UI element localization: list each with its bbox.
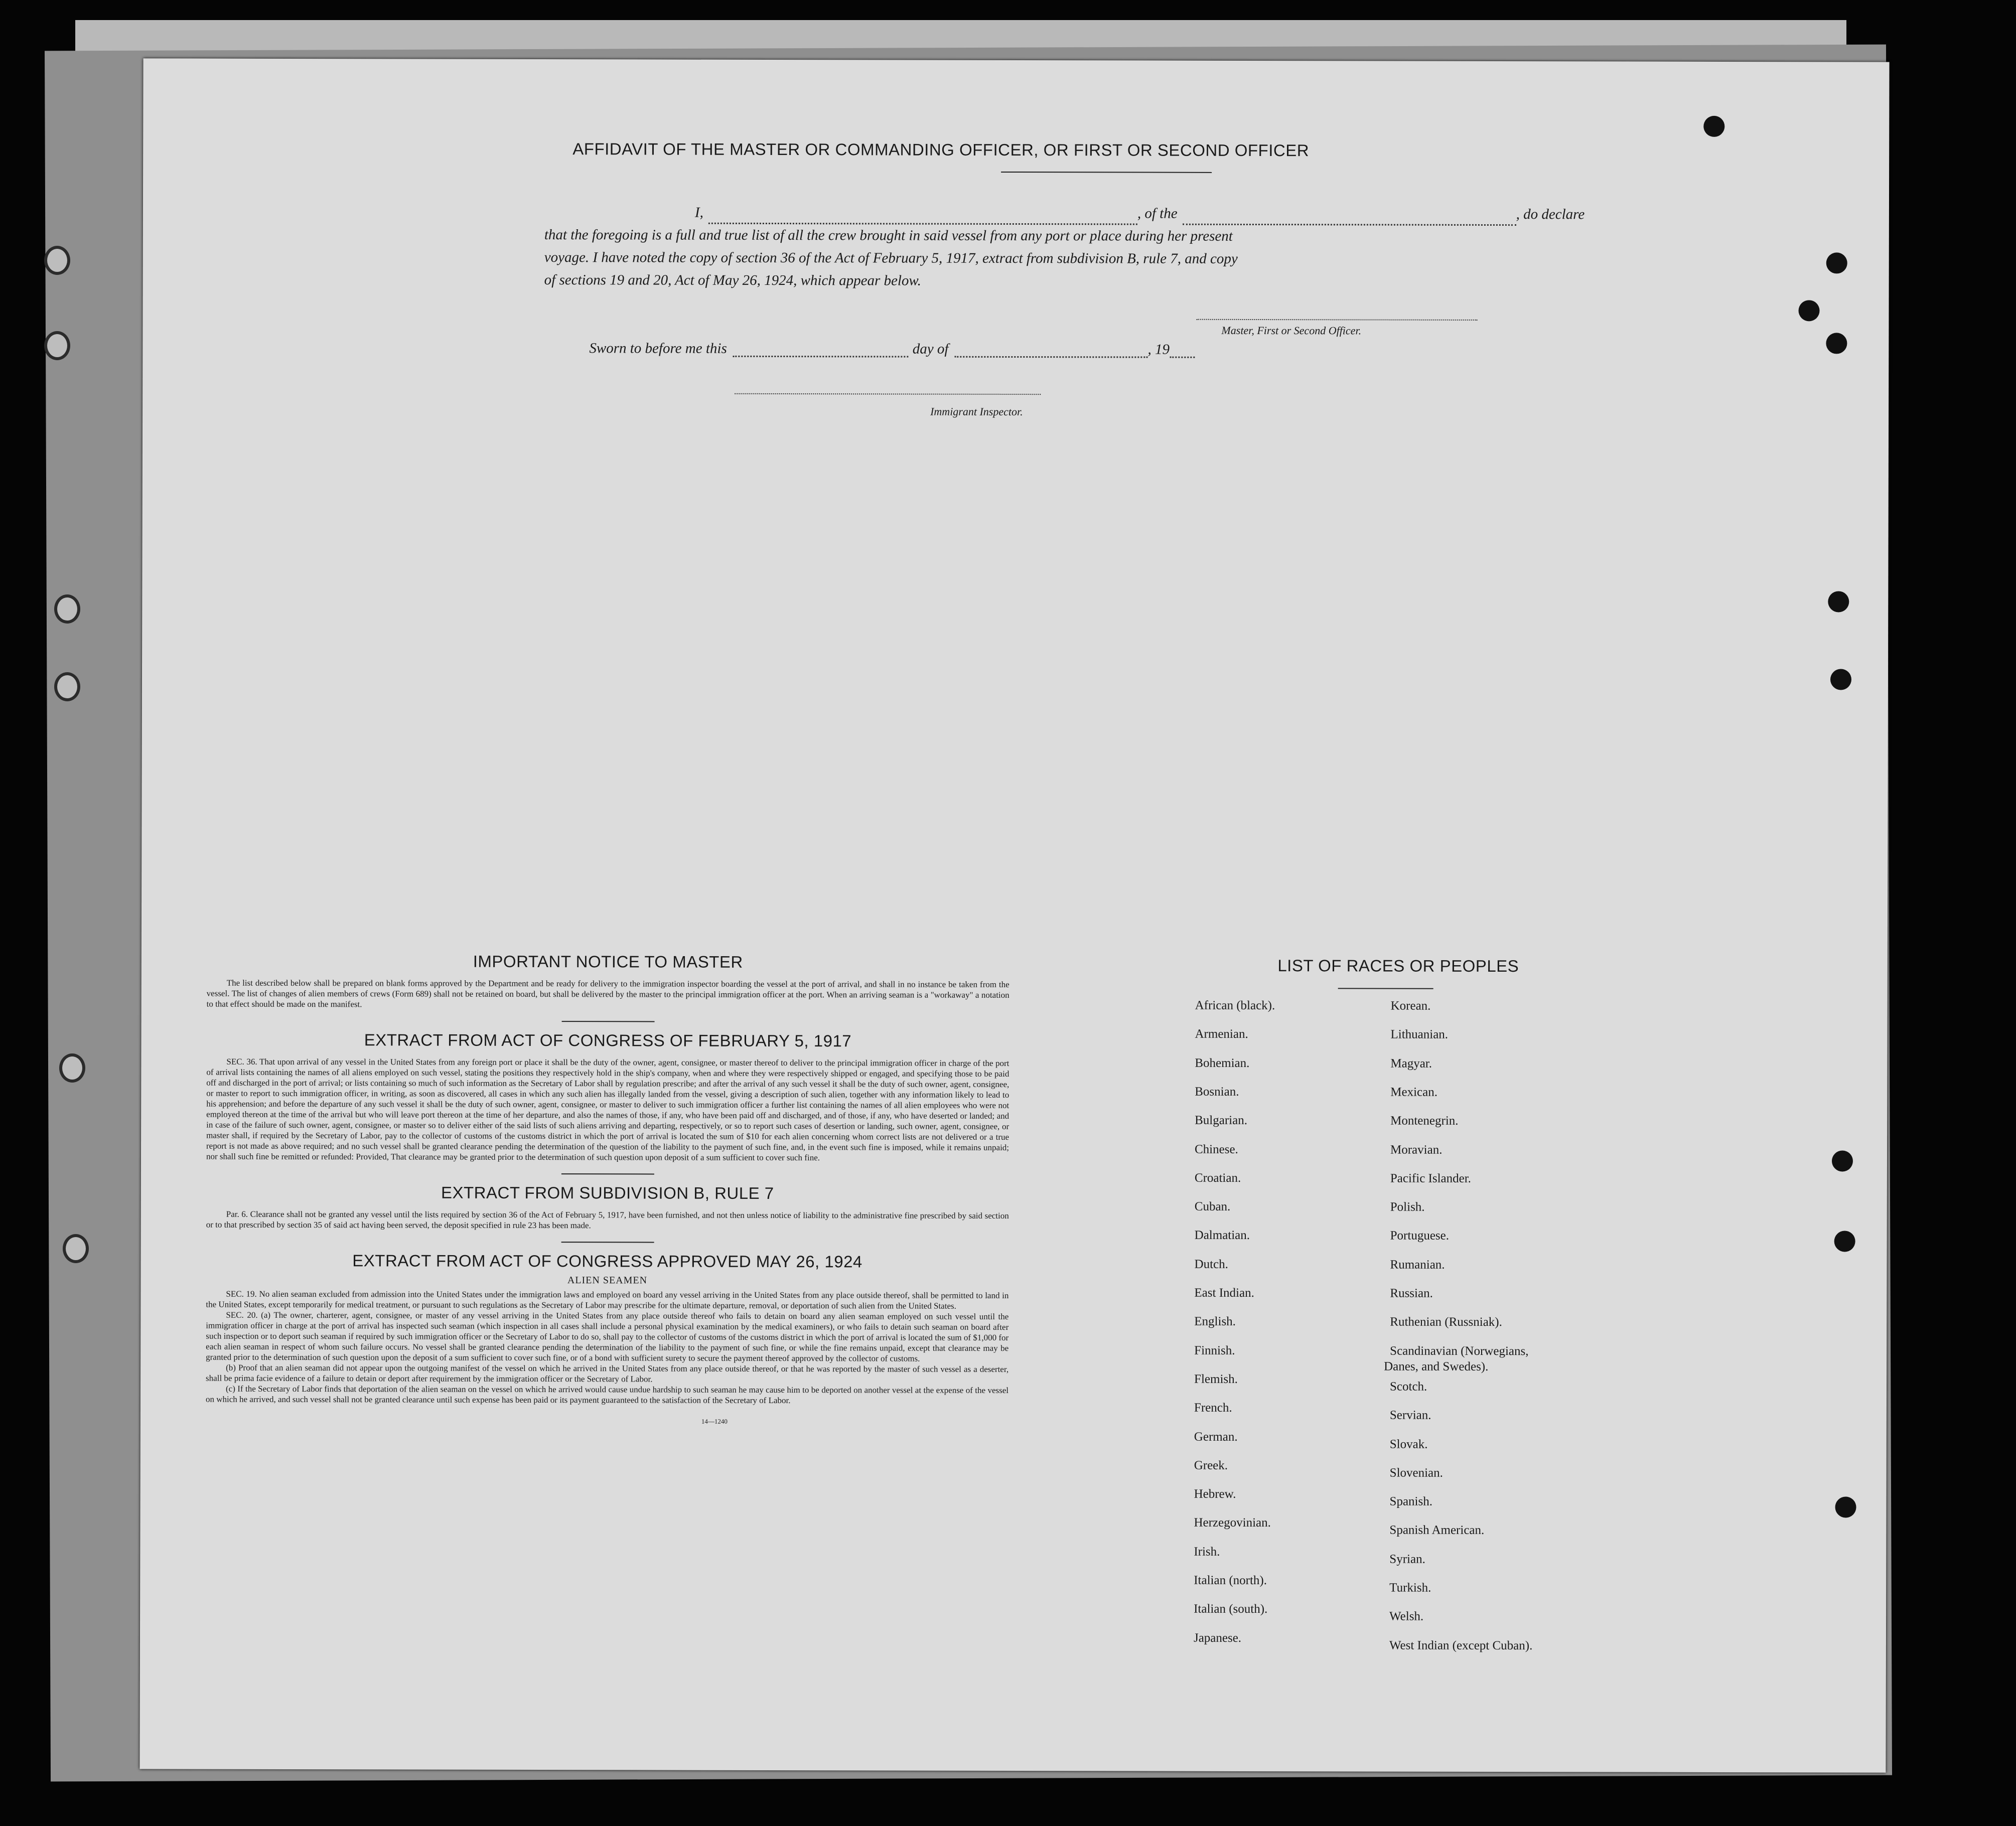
legal-notices [206, 952, 1010, 1426]
binder-ring [54, 672, 80, 701]
binder-ring [54, 594, 80, 624]
sec19-body: SEC. 19. No alien seaman excluded from admission into the United States under the immigration laws and employed on board any vessel arriving in the United States from any place outside thereof, shall be permitted to land in the United States, except temporarily for medical treatment, or pursuant to such regulations as the Secretary of Labor may prescribe for the ultimate departure, removal, or deportation of such alien from the United States. [206, 1289, 1009, 1311]
race-item: French. [1194, 1401, 1232, 1415]
race-item: English. [1194, 1315, 1236, 1329]
punch-hole [1826, 333, 1847, 354]
punch-hole [1834, 1231, 1855, 1252]
divider [561, 1242, 654, 1243]
race-item: Flemish. [1194, 1372, 1238, 1386]
form-number: 14—1240 [701, 1417, 728, 1425]
divider [561, 1021, 654, 1022]
notice-title: IMPORTANT NOTICE TO MASTER [473, 952, 743, 971]
race-item: Syrian. [1389, 1552, 1425, 1566]
binder-ring [59, 1053, 85, 1083]
year-label: , 19 [1147, 341, 1170, 358]
race-item: Hebrew. [1194, 1487, 1236, 1501]
notice-body: The list described below shall be prepared on blank forms approved by the Department and be ready for delivery to the immigration inspector boarding the vessel at the port of arrival, and shall in no instance be taken from the vessel. The list of changes of alien members of crews (Form 689) shall not be retained on board, but shall be delivered by the master to the principal immigration officer at the port. When an arriving seaman is a "workaway" a notation to that effect should be made on the manifest. [206, 978, 1010, 1009]
punch-hole [1826, 252, 1847, 273]
inspector-signature-label: Immigrant Inspector. [930, 405, 1023, 418]
sworn-label: Sworn to before me this [589, 340, 727, 357]
race-item: Polish. [1390, 1200, 1425, 1214]
binder-ring [44, 246, 70, 275]
race-item: Portuguese. [1390, 1229, 1450, 1243]
affidavit-title: AFFIDAVIT OF THE MASTER OR COMMANDING OFFICER, OR FIRST OR SECOND OFFICER [572, 139, 1310, 160]
binder-ring [63, 1234, 89, 1263]
race-item: Greek. [1194, 1458, 1228, 1472]
sec20b-body: (b) Proof that an alien seaman did not appear upon the outgoing manifest of the vessel on which he arrived in the United States from any place outside thereof, or that he was reported by the master of such vessel as a deserter, shall be prima facie evidence of a failure to detain or deport after requirement by the immigration officer or the Secretary of Labor. [206, 1362, 1009, 1384]
divider [1338, 988, 1433, 989]
punch-hole [1830, 669, 1851, 690]
divider [1001, 172, 1212, 173]
race-item: Dutch. [1194, 1257, 1228, 1271]
race-item: Bulgarian. [1195, 1113, 1248, 1128]
race-item: Italian (south). [1194, 1602, 1268, 1616]
affidavit-line: of sections 19 and 20, Act of May 26, 1924, which appear below. [544, 272, 921, 289]
race-item: Mexican. [1390, 1085, 1438, 1099]
affidavit-i-label: I, [694, 204, 703, 221]
race-item: Spanish. [1389, 1494, 1433, 1508]
punch-hole [1835, 1496, 1856, 1517]
race-item: Bosnian. [1195, 1085, 1239, 1099]
race-item: Dalmatian. [1194, 1229, 1250, 1243]
extract-rule7-title: EXTRACT FROM SUBDIVISION B, RULE 7 [441, 1183, 774, 1202]
race-item: Servian. [1389, 1408, 1431, 1422]
race-item: Cuban. [1194, 1199, 1231, 1213]
races-title: LIST OF RACES OR PEOPLES [1277, 956, 1519, 976]
inspector-signature-line[interactable] [735, 393, 1041, 395]
punch-hole [1798, 300, 1819, 321]
year-blank[interactable] [1170, 357, 1195, 358]
extract-1917-body: SEC. 36. That upon arrival of any vessel in the United States from any foreign port or place it shall be the duty of the owner, agent, consignee, or master thereof to deliver to the principal immigration officer in charge of the port of arrival lists containing the names of all aliens employed on such vessel, stating the positions they respectively hold in the ship's company, when and where they were respectively shipped or engaged, and specifying those to be paid off and discharged in the port of arrival; or lists containing so much of such information as the Secretary of Labor shall by regulation prescribe; and after the arrival of any such vessel it shall be the duty of such owner, agent, consignee, or master to report to such immigration officer, in writing, as soon as discovered, all cases in which any such alien has illegally landed from the vessel, giving a description of such alien, together with any information likely to lead to his apprehension; and before the departure of any such vessel it shall be the duty of such owner, agent, consignee, or master to deliver to such immigration officer a further list containing the names of all alien employees who were not employed thereon at the time of the arrival but who will leave port thereon at the time of her departure, and also the names of those, if any, who have been paid off and discharged, and of those, if any, who have deserted or landed; and in case of the failure of such owner, agent, consignee, or master so to deliver either of the said lists of such aliens arriving and departing, respectively, or so to report such cases of desertion or landing, such owner, agent, consignee, or master shall, if required by the Secretary of Labor, pay to the collector of customs of the customs district in which the port of arrival is located the sum of $10 for each alien concerning whom correct lists are not delivered or a true report is not made as above required; and no such vessel shall be granted clearance pending the determination of the question of the liability to the payment of such fine, and, in the event such fine is imposed, while it remains unpaid; nor shall such fine be remitted or refunded: Provided, That clearance may be granted prior to the determination of such question upon deposit of a sum sufficient to cover such fine. [206, 1056, 1010, 1163]
race-item: Turkish. [1389, 1581, 1431, 1595]
race-item: Chinese. [1194, 1142, 1238, 1156]
punch-hole [1703, 116, 1724, 137]
race-item: West Indian (except Cuban). [1389, 1638, 1533, 1652]
race-item: Moravian. [1390, 1143, 1443, 1157]
month-blank[interactable] [954, 356, 1147, 358]
extract-rule7-body: Par. 6. Clearance shall not be granted any vessel until the lists required by section 36 of the Act of February 5, 1917, have been furnished, and not then unless notice of liability to the administrative fine prescribed by said section or to that prescribed by section 35 of said act having been served, the deposit specified in rule 23 has been made. [206, 1209, 1009, 1231]
race-item: East Indian. [1194, 1286, 1254, 1300]
race-item: German. [1194, 1430, 1238, 1444]
race-item: Scandinavian (Norwegians, [1390, 1344, 1529, 1358]
sec20a-body: SEC. 20. (a) The owner, charterer, agent, consignee, or master of any vessel arriving in the United States from any place outside thereof who fails to detain on board any alien seaman employed on such vessel until the immigration officer in charge at the port of arrival has inspected such seaman (which inspection in all cases shall include a personal physical examination by the medical examiners), or who fails to detain such seaman on board after such inspection or to deport such seaman if required by such immigration officer or the Secretary of Labor to do so, shall pay to the collector of customs of the customs district in which the port of arrival is located the sum of $1,000 for each alien seaman in respect of whom such failure occurs. No vessel shall be granted clearance pending the determination of the liability to the payment of such fine, or while the fine remains unpaid, except that clearance may be granted prior to the determination of such question upon the deposit of a sum sufficient to cover such fine, or of a bond with sufficient surety to secure the payment thereof approved by the collector of customs. [206, 1310, 1009, 1363]
race-item: Herzegovinian. [1194, 1516, 1271, 1530]
race-item: Welsh. [1389, 1609, 1424, 1624]
race-item: Rumanian. [1390, 1258, 1445, 1272]
race-item: Lithuanian. [1390, 1027, 1449, 1042]
affidavit-line: that the foregoing is a full and true list of all the crew brought in said vessel from any port or place during her present [544, 227, 1233, 244]
sec20c-body: (c) If the Secretary of Labor finds that deportation of the alien seaman on the vessel on which he arrived would cause undue hardship to such seaman he may cause him to be deported on another vessel at the expense of the vessel on which he arrived, and such vessel shall not be granted clearance until such expense has been paid or its payment guaranteed to the satisfaction of the Secretary of Labor. [205, 1384, 1009, 1406]
binder-ring [44, 331, 70, 360]
race-item: Korean. [1390, 999, 1431, 1013]
race-item: Japanese. [1193, 1631, 1242, 1645]
race-item: Slovenian. [1389, 1466, 1443, 1480]
race-item: Scotch. [1390, 1380, 1427, 1394]
race-item: Montenegrin. [1390, 1114, 1459, 1128]
race-item: Spanish American. [1389, 1523, 1485, 1538]
race-item: Slovak. [1389, 1437, 1428, 1451]
document-page [139, 58, 1889, 1772]
race-item: Finnish. [1194, 1343, 1235, 1357]
declaration-line [544, 201, 1663, 226]
race-item: African (black). [1195, 998, 1275, 1013]
punch-hole [1828, 591, 1849, 612]
race-item: Italian (north). [1194, 1573, 1267, 1588]
affidavit-body [544, 201, 1663, 294]
race-item: Croatian. [1194, 1171, 1241, 1185]
race-item: Pacific Islander. [1390, 1171, 1471, 1185]
do-declare-label: , do declare [1516, 206, 1585, 223]
sworn-line [589, 340, 1195, 358]
punch-hole [1832, 1150, 1853, 1171]
day-of-label: day of [912, 341, 949, 357]
master-signature-label: Master, First or Second Officer. [1221, 324, 1362, 337]
affidavit-line: voyage. I have noted the copy of section 36 of the Act of February 5, 1917, extract from subdivision B, rule 7, and copy [544, 249, 1238, 267]
race-item: Russian. [1390, 1286, 1433, 1300]
extract-1924-title: EXTRACT FROM ACT OF CONGRESS APPROVED MAY 26, 1924 [352, 1251, 862, 1271]
alien-seamen-subtitle: ALIEN SEAMEN [567, 1275, 648, 1286]
divider [561, 1173, 654, 1174]
race-item: Ruthenian (Russniak). [1390, 1315, 1502, 1329]
of-the-label: , of the [1137, 205, 1178, 222]
race-item: Armenian. [1195, 1027, 1248, 1041]
race-item: Bohemian. [1195, 1056, 1250, 1070]
race-item: Irish. [1194, 1545, 1220, 1559]
master-signature-line[interactable] [1196, 319, 1477, 321]
race-item-continuation: Danes, and Swedes). [1384, 1359, 1489, 1374]
extract-1917-title: EXTRACT FROM ACT OF CONGRESS OF FEBRUARY 5, 1917 [364, 1030, 852, 1050]
day-blank[interactable] [733, 356, 909, 358]
race-item: Magyar. [1390, 1056, 1432, 1071]
